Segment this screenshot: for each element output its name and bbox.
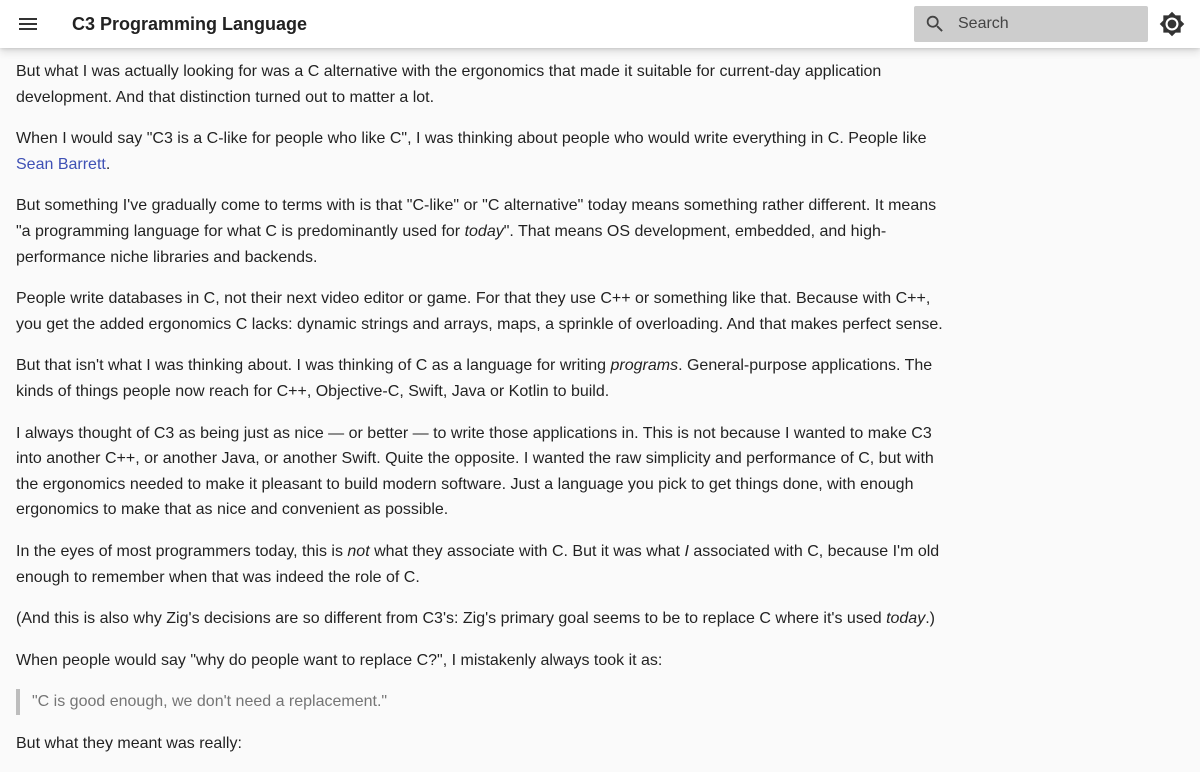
emphasis: I	[684, 542, 689, 560]
paragraph-text: (And this is also why Zig's decisions are so different from C3's: Zig's primary goal seems to be to replace C where it's used	[16, 610, 887, 628]
paragraph-text: .	[105, 155, 111, 173]
paragraph-text: ". That means OS development, embedded, and high-performance niche libraries and backends.	[16, 222, 887, 266]
theme-toggle-button[interactable]	[1158, 10, 1186, 38]
site-title[interactable]: C3 Programming Language	[72, 14, 308, 34]
paragraph-text: But something I've gradually come to terms with is that "C-like" or "C alternative" today means something rather different. It means "a programming language for what C is predominantly used for	[16, 197, 937, 240]
emphasis: today	[464, 222, 504, 240]
paragraph: People write databases in C, not their next video editor or game. For that they use C++ or something like that. Because with C++, you get the added ergonomics C lacks: dynamic strings and arrays, maps, a sprinkle of overloading. And that makes perfect sense.	[16, 290, 943, 333]
menu-button[interactable]	[10, 6, 46, 42]
search-icon	[924, 13, 946, 35]
search-box[interactable]	[914, 6, 1148, 42]
paragraph	[16, 126, 944, 177]
blockquote: "C is good enough, we don't need a replacement."	[16, 689, 944, 715]
paragraph: When people would say "why do people want to replace C?", I mistakenly always took it as:	[16, 651, 663, 669]
emphasis: not	[347, 542, 370, 560]
emphasis: programs	[610, 357, 679, 375]
paragraph	[16, 539, 944, 590]
search-input[interactable]	[958, 6, 1138, 42]
paragraph-text: But that isn't what I was thinking about. I was thinking of C as a language for writing	[16, 357, 611, 375]
article-body	[16, 59, 944, 772]
brightness-icon	[1159, 11, 1185, 37]
paragraph-text: In the eyes of most programmers today, this is	[16, 542, 348, 560]
paragraph: But what they meant was really:	[16, 734, 242, 752]
emphasis: today	[886, 610, 926, 628]
paragraph-text: associated with C, because I'm old enough to remember when that was indeed the role of C.	[16, 542, 940, 586]
paragraph	[16, 353, 944, 404]
sean-barrett-link[interactable]: Sean Barrett	[16, 155, 106, 173]
paragraph-text: When I would say "C3 is a C-like for people who like C", I was thinking about people who would write everything in C. People like	[16, 130, 927, 148]
paragraph	[16, 606, 944, 632]
menu-icon	[16, 12, 40, 36]
paragraph: I always thought of C3 as being just as nice — or better — to write those applications in. This is not because I wanted to make C3 into another C++, or another Java, or another Swift. Quite the opposite. I wanted the raw simplicity and performance of C, but with the ergonomics needed to make it pleasant to build modern software. Just a language you pick to get things done, with enough ergonomics to make that as nice and convenient as possible.	[16, 424, 934, 519]
paragraph-text: . General-purpose applications. The kinds of things people now reach for C++, Objective-C, Swift, Java or Kotlin to build.	[16, 357, 933, 400]
top-bar	[0, 0, 1200, 48]
paragraph-text: .)	[925, 610, 935, 628]
paragraph: But what I was actually looking for was a C alternative with the ergonomics that made it suitable for current-day application development. And that distinction turned out to matter a lot.	[16, 63, 882, 106]
paragraph	[16, 193, 944, 270]
paragraph-text: what they associate with C. But it was what	[369, 542, 685, 560]
